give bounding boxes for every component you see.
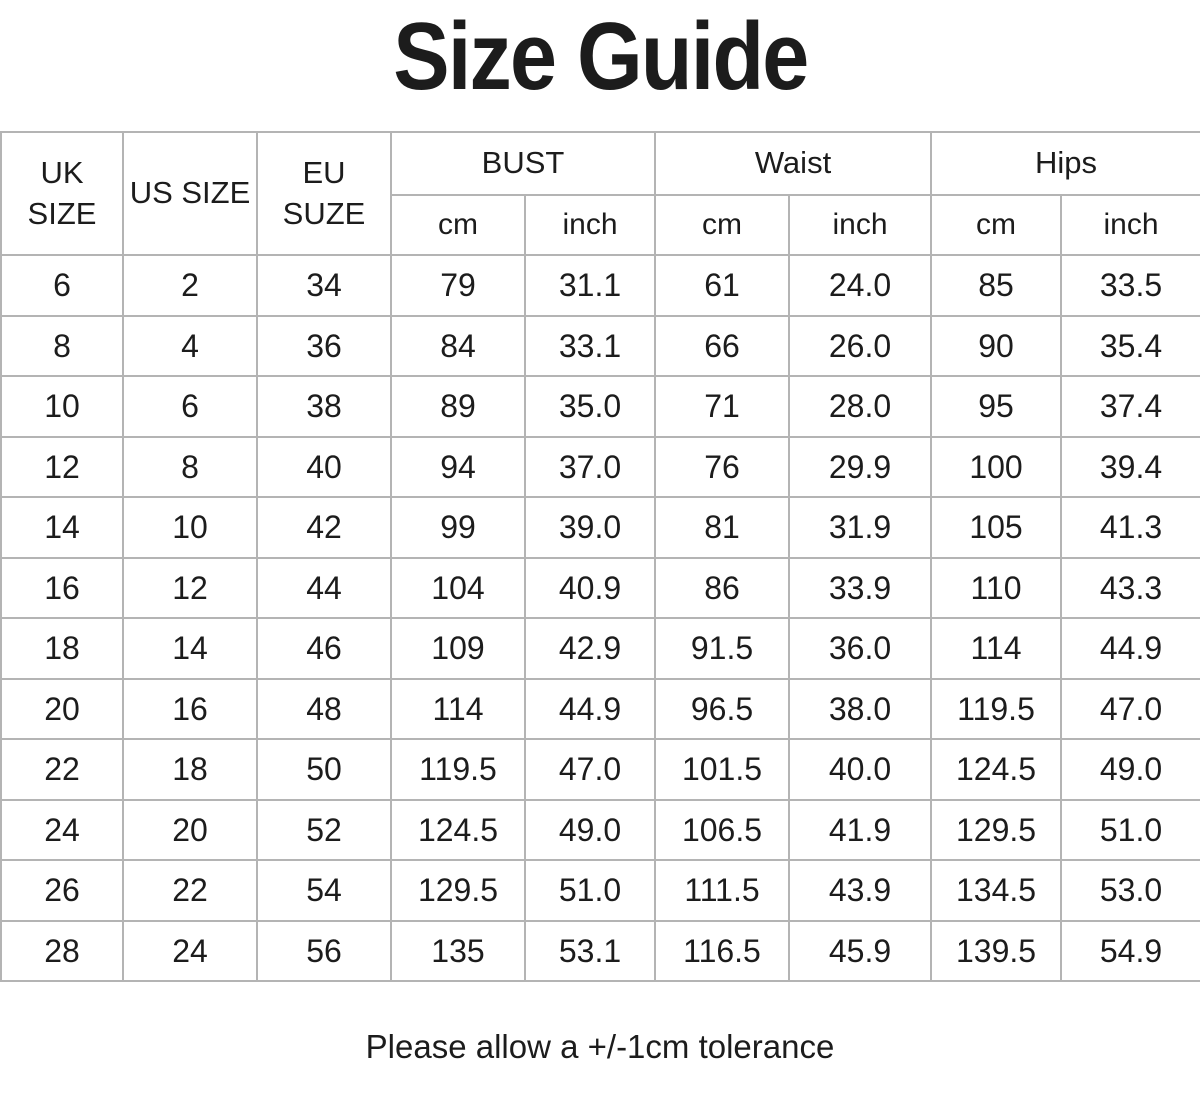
table-cell: 54.9 — [1061, 921, 1200, 982]
subheader-hips-cm: cm — [931, 195, 1061, 255]
table-cell: 96.5 — [655, 679, 789, 740]
subheader-bust-cm: cm — [391, 195, 525, 255]
subheader-hips-inch: inch — [1061, 195, 1200, 255]
table-cell: 129.5 — [391, 860, 525, 921]
table-cell: 139.5 — [931, 921, 1061, 982]
group-header-hips: Hips — [931, 132, 1200, 195]
table-cell: 28.0 — [789, 376, 931, 437]
table-cell: 16 — [1, 558, 123, 619]
table-cell: 8 — [1, 316, 123, 377]
table-cell: 37.4 — [1061, 376, 1200, 437]
table-cell: 85 — [931, 255, 1061, 316]
table-cell: 43.9 — [789, 860, 931, 921]
table-cell: 35.4 — [1061, 316, 1200, 377]
col-header-us-size: US SIZE — [123, 132, 257, 255]
table-cell: 22 — [123, 860, 257, 921]
table-body — [1, 255, 1200, 981]
table-cell: 40 — [257, 437, 391, 498]
table-cell: 71 — [655, 376, 789, 437]
table-cell: 48 — [257, 679, 391, 740]
table-cell: 56 — [257, 921, 391, 982]
table-cell: 54 — [257, 860, 391, 921]
table-cell: 116.5 — [655, 921, 789, 982]
table-cell: 6 — [1, 255, 123, 316]
subheader-bust-inch: inch — [525, 195, 655, 255]
table-cell: 46 — [257, 618, 391, 679]
table-cell: 24.0 — [789, 255, 931, 316]
table-cell: 40.9 — [525, 558, 655, 619]
table-cell: 53.0 — [1061, 860, 1200, 921]
table-row — [1, 437, 1200, 498]
table-cell: 20 — [1, 679, 123, 740]
table-cell: 20 — [123, 800, 257, 861]
table-cell: 38 — [257, 376, 391, 437]
table-cell: 44.9 — [1061, 618, 1200, 679]
table-cell: 94 — [391, 437, 525, 498]
table-cell: 40.0 — [789, 739, 931, 800]
table-cell: 22 — [1, 739, 123, 800]
page-title: Size Guide — [392, 2, 808, 110]
table-cell: 42 — [257, 497, 391, 558]
table-cell: 8 — [123, 437, 257, 498]
table-cell: 51.0 — [525, 860, 655, 921]
table-cell: 2 — [123, 255, 257, 316]
table-cell: 33.9 — [789, 558, 931, 619]
table-cell: 41.3 — [1061, 497, 1200, 558]
table-cell: 24 — [1, 800, 123, 861]
table-cell: 38.0 — [789, 679, 931, 740]
table-cell: 24 — [123, 921, 257, 982]
table-cell: 31.9 — [789, 497, 931, 558]
table-row — [1, 316, 1200, 377]
table-cell: 119.5 — [931, 679, 1061, 740]
title-section — [0, 0, 1200, 131]
table-cell: 86 — [655, 558, 789, 619]
table-cell: 100 — [931, 437, 1061, 498]
table-cell: 37.0 — [525, 437, 655, 498]
table-cell: 44.9 — [525, 679, 655, 740]
table-cell: 34 — [257, 255, 391, 316]
table-row — [1, 558, 1200, 619]
table-cell: 12 — [123, 558, 257, 619]
table-row — [1, 860, 1200, 921]
table-cell: 36 — [257, 316, 391, 377]
table-cell: 53.1 — [525, 921, 655, 982]
table-cell: 28 — [1, 921, 123, 982]
table-cell: 105 — [931, 497, 1061, 558]
subheader-waist-cm: cm — [655, 195, 789, 255]
table-cell: 18 — [1, 618, 123, 679]
table-cell: 89 — [391, 376, 525, 437]
table-cell: 99 — [391, 497, 525, 558]
table-cell: 52 — [257, 800, 391, 861]
table-cell: 26 — [1, 860, 123, 921]
table-cell: 33.5 — [1061, 255, 1200, 316]
table-cell: 12 — [1, 437, 123, 498]
table-cell: 104 — [391, 558, 525, 619]
table-cell: 124.5 — [931, 739, 1061, 800]
table-cell: 43.3 — [1061, 558, 1200, 619]
col-header-uk-size: UK SIZE — [1, 132, 123, 255]
table-cell: 95 — [931, 376, 1061, 437]
table-cell: 124.5 — [391, 800, 525, 861]
table-cell: 35.0 — [525, 376, 655, 437]
table-header — [1, 132, 1200, 255]
table-cell: 36.0 — [789, 618, 931, 679]
table-cell: 51.0 — [1061, 800, 1200, 861]
table-cell: 45.9 — [789, 921, 931, 982]
tolerance-note: Please allow a +/-1cm tolerance — [365, 1028, 835, 1065]
table-cell: 50 — [257, 739, 391, 800]
table-cell: 79 — [391, 255, 525, 316]
table-cell: 6 — [123, 376, 257, 437]
table-cell: 106.5 — [655, 800, 789, 861]
table-cell: 47.0 — [1061, 679, 1200, 740]
col-header-eu-size: EU SUZE — [257, 132, 391, 255]
table-cell: 49.0 — [1061, 739, 1200, 800]
table-cell: 29.9 — [789, 437, 931, 498]
table-cell: 129.5 — [931, 800, 1061, 861]
table-cell: 61 — [655, 255, 789, 316]
table-cell: 14 — [123, 618, 257, 679]
table-cell: 39.4 — [1061, 437, 1200, 498]
table-cell: 109 — [391, 618, 525, 679]
table-row — [1, 739, 1200, 800]
table-row — [1, 921, 1200, 982]
table-cell: 84 — [391, 316, 525, 377]
table-cell: 76 — [655, 437, 789, 498]
table-cell: 31.1 — [525, 255, 655, 316]
table-cell: 14 — [1, 497, 123, 558]
table-row — [1, 497, 1200, 558]
table-cell: 33.1 — [525, 316, 655, 377]
table-cell: 90 — [931, 316, 1061, 377]
table-cell: 49.0 — [525, 800, 655, 861]
table-cell: 41.9 — [789, 800, 931, 861]
group-header-waist: Waist — [655, 132, 931, 195]
table-cell: 18 — [123, 739, 257, 800]
table-cell: 134.5 — [931, 860, 1061, 921]
subheader-waist-inch: inch — [789, 195, 931, 255]
table-cell: 91.5 — [655, 618, 789, 679]
table-cell: 110 — [931, 558, 1061, 619]
table-cell: 66 — [655, 316, 789, 377]
table-cell: 42.9 — [525, 618, 655, 679]
group-header-bust: BUST — [391, 132, 655, 195]
table-cell: 114 — [931, 618, 1061, 679]
table-row — [1, 376, 1200, 437]
table-cell: 114 — [391, 679, 525, 740]
table-cell: 111.5 — [655, 860, 789, 921]
table-cell: 81 — [655, 497, 789, 558]
table-row — [1, 679, 1200, 740]
table-row — [1, 800, 1200, 861]
header-group-row — [1, 132, 1200, 195]
table-row — [1, 255, 1200, 316]
table-cell: 101.5 — [655, 739, 789, 800]
size-guide-table — [0, 131, 1200, 982]
table-row — [1, 618, 1200, 679]
table-cell: 26.0 — [789, 316, 931, 377]
table-cell: 4 — [123, 316, 257, 377]
table-cell: 16 — [123, 679, 257, 740]
table-cell: 10 — [123, 497, 257, 558]
table-cell: 135 — [391, 921, 525, 982]
table-cell: 119.5 — [391, 739, 525, 800]
table-cell: 10 — [1, 376, 123, 437]
table-cell: 47.0 — [525, 739, 655, 800]
table-cell: 39.0 — [525, 497, 655, 558]
table-cell: 44 — [257, 558, 391, 619]
